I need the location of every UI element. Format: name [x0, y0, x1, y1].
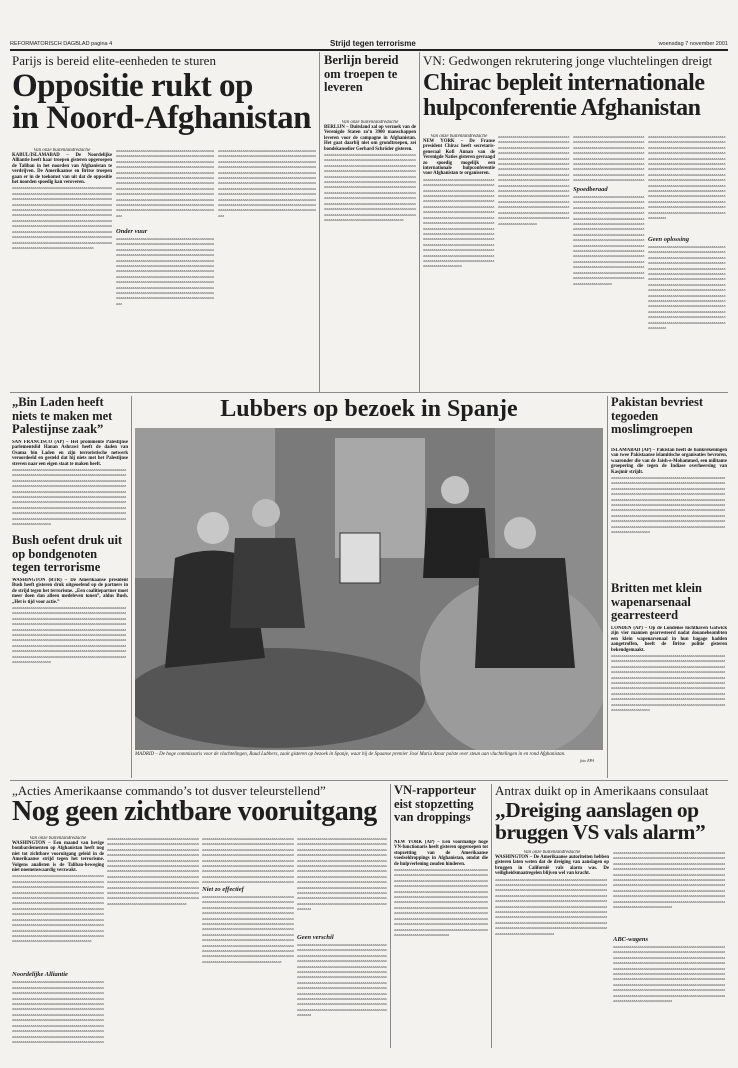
paper-name: REFORMATORISCH DAGBLAD: [10, 41, 90, 47]
body-text: aaaaaaaaaaaaaaaaaaaaaaaaaaaaaaaaaaaaaaaaaaaaaaaaaaaaaaaaaaaaaaaaaaaaaaaaaaaaaaaaaaaaaaaaaaaaaaaaaaaaaaaaaaaaaaaaaaaaaaaaaaaaaaaaaaaaaaaaaaaaaaaaaaaaaaaaaaaaaaaaaaaaaaaaaaaaaaaaaaaaaaaaaaaaaaaaaaaaaaaaaaaaaaaaaaaaaaaaaaaaaaaaaaaaaaaaaaaaaaaaaaaaaaaaaaaaaaaaaaaaaaaaaaaaaaaaaaaaaaaaaaaaaaaaaaaaaaaaaaaaaaaaaaaaaaaaaaaaaaaaaaaaaaaaaaaaaaaaaaaaaaaaaaaaaaaaaaaaaaaaaaaaaaaaaaaaaaaaaaaaaaaaaaaaaaaaaaaaaaaaaaaaaaaaaaaaaaaaaaaaaaaaaaaaaaaaaaaaaaaaaaaaaaaaaaaaaaaaaaaaaaaaaaaaaaaaaaaaaaaaaaaaaaaaaaaaaaaaaaaaaaaaaaaaaaaaaaaaaaaaaaaaaaaaaaaaaaaaaaaaaaaaaaaaaaaaaaaaaaaaaaaaaaaaaaaaaaaaaaa: [202, 894, 294, 964]
headline-dreiging-1: „Dreiging aanslagen op: [495, 798, 699, 822]
headline-britten: Britten met klein wapenarsenaal gearresteerd: [611, 581, 702, 622]
headline-vooruitgang: Nog geen zichtbare vooruitgang: [12, 796, 377, 827]
body-text: aaaaaaaaaaaaaaaaaaaaaaaaaaaaaaaaaaaaaaaaaaaaaaaaaaaaaaaaaaaaaaaaaaaaaaaaaaaaaaaaaaaaaaaaaaaaaaaaaaaaaaaaaaaaaaaaaaaaaaaaaaaaaaaaaaaaaaaaaaaaaaaaaaaaaaaaaaaaaaaaaaaaaaaaaaaaaaaaaaaaaaaaaaaaaaaaaaaaaaaaaaaaaaaaaaaaaaaaaaaaaaaaaaaaaaaaaaaaaaaaaaaaaaaaaaaaaaaaaaaaaaaaaaaaaaaaaaaaaaaaaaaaaaaaaaaaaaaaaaaaaaaaaaaaaaaaaaaaaaaaaaaaaaaaaaaaaaaaaaaaaaaaaaaaaaaaaaaaaaaaaaaaaaaaaaaaaaaaaaaaaaaaaaaaaaaaaaaaaaaaaaaaaaaaaaaaaaaaaaaaaaaaaaaaaaaaaaaaaaaaaaaaaaaaaaaaaaaaaaaaaaaaaaaaaaaaaaaaaaaaaaaaaaaaaaaaaaaaaaaaaaaaaaaaaaaaaaaaaaaaaaaaaaaaaaaaaaaaaaaaaaaaaaaaaaaaaaaaaaaaaaaaaaaaaaaaaaaaaaa: [611, 653, 726, 713]
headline-bush: Bush oefent druk uit op bondgenoten tegen terrorisme: [12, 533, 123, 574]
headline-pakistan: Pakistan bevriest tegoeden moslimgroepen: [611, 395, 704, 436]
body-text: aaaaaaaaaaaaaaaaaaaaaaaaaaaaaaaaaaaaaaaaaaaaaaaaaaaaaaaaaaaaaaaaaaaaaaaaaaaaaaaaaaaaaaaaaaaaaaaaaaaaaaaaaaaaaaaaaaaaaaaaaaaaaaaaaaaaaaaaaaaaaaaaaaaaaaaaaaaaaaaaaaaaaaaaaaaaaaaaaaaaaaaaaaaaaaaaaaaaaaaaaaaaaaaaaaaaaaaaaaaaaaaaaaaaaaaaaaaaaaaaaaaaaaaaaaaaaaaaaaaaaaaaaaaaaaaaaaaaaaaaaaaaaaaaaaaaaaaaaaaaaaaaaaaaaaaaaaaaaaaaaaaaaaaaaaaaaaaaaaaaaaaaaaaaaaaaaaaaaaaaaaaaaaaaaaaaaaaaaaaaaaaaaaaaaaaaaaaaaaaaaaaaaaaaaaaaaaaaaaaaaaaaaaaaaaaaaaaaaaaaaaaaaaaaaaaaaaaaaaaaaaaaaaaaaaaaaaaaaaaaaaaaaaaaaaaaaaaaaaaaaaaaaaaaaaaaaaaaaaaaaaaaaaaaaaaaaaaaaaaaaaaaaaaaaaaaaaaaaaaaaaaaaaaaaaaaaaaaaaa: [218, 148, 316, 218]
body-text: aaaaaaaaaaaaaaaaaaaaaaaaaaaaaaaaaaaaaaaaaaaaaaaaaaaaaaaaaaaaaaaaaaaaaaaaaaaaaaaaaaaaaaaaaaaaaaaaaaaaaaaaaaaaaaaaaaaaaaaaaaaaaaaaaaaaaaaaaaaaaaaaaaaaaaaaaaaaaaaaaaaaaaaaaaaaaaaaaaaaaaaaaaaaaaaaaaaaaaaaaaaaaaaaaaaaaaaaaaaaaaaaaaaaaaaaaaaaaaaaaaaaaaaaaaaaaaaaaaaaaaaaaaaaaaaaaaaaaaaaaaaaaaaaaaaaaaaaaaaaaaaaaaaaaaaaaaaaaaaaaaaaaaaaaaaaaaaaaaaaaaaaaaaaaaaaaaaaaaaaaaaaaaaaaaaaaaaaaaaaaaaaaaaaaaaaaaaaaaaaaaaaaaaaaaaaaaaaaaaaaaaaaaaaaaaaaaaaaaaaaaaaaaaaaaaaaaaaaaaaaaaaaaaaaaaaaaaaaaaaaaaaaaaaaaaaaaaaaaaaaaaaaaaaaaaaaaaaaaaaaaaaaaaaaaaaaaaaaaaaaaaaaaaaaaaaaaaaaaaaaaaaaaaaaaaaaaaaaaa: [324, 152, 416, 222]
body-text: aaaaaaaaaaaaaaaaaaaaaaaaaaaaaaaaaaaaaaaaaaaaaaaaaaaaaaaaaaaaaaaaaaaaaaaaaaaaaaaaaaaaaaaaaaaaaaaaaaaaaaaaaaaaaaaaaaaaaaaaaaaaaaaaaaaaaaaaaaaaaaaaaaaaaaaaaaaaaaaaaaaaaaaaaaaaaaaaaaaaaaaaaaaaaaaaaaaaaaaaaaaaaaaaaaaaaaaaaaaaaaaaaaaaaaaaaaaaaaaaaaaaaaaaaaaaaaaaaaaaaaaaaaaaaaaaaaaaaaaaaaaaaaaaaaaaaaaaaaaaaaaaaaaaaaaaaaaaaaaaaaaaaaaaaaaaaaaaaaaaaaaaaaaaaaaaaaaaaaaaaaaaaaaaaaaaaaaaaaaaaaaaaaaaaaaaaaaaaaaaaaaaaaaaaaaaaaaaaaaaaaaaaaaaaaaaaaaaaaaaaaaaaaaaaaaaaaaaaaaaaaaaaaaaaaaaaaaaaaaaaaaaaaaaaaaaaaaaaaaaaaaaaaaaaaaaaaaaaaaaaaaaaaaaaaaaaaaaaaaaaaaaaaaaaaaaaaaaaaaaaaaaaaaaaaaaaaaaaaa: [648, 244, 726, 331]
headline-chirac-1: Chirac bepleit internationale: [423, 70, 705, 96]
body-text: aaaaaaaaaaaaaaaaaaaaaaaaaaaaaaaaaaaaaaaaaaaaaaaaaaaaaaaaaaaaaaaaaaaaaaaaaaaaaaaaaaaaaaaaaaaaaaaaaaaaaaaaaaaaaaaaaaaaaaaaaaaaaaaaaaaaaaaaaaaaaaaaaaaaaaaaaaaaaaaaaaaaaaaaaaaaaaaaaaaaaaaaaaaaaaaaaaaaaaaaaaaaaaaaaaaaaaaaaaaaaaaaaaaaaaaaaaaaaaaaaaaaaaaaaaaaaaaaaaaaaaaaaaaaaaaaaaaaaaaaaaaaaaaaaaaaaaaaaaaaaaaaaaaaaaaaaaaaaaaaaaaaaaaaaaaaaaaaaaaaaaaaaaaaaaaaaaaaaaaaaaaaaaaaaaaaaaaaaaaaaaaaaaaaaaaaaaaaaaaaaaaaaaaaaaaaaaaaaaaaaaaaaaaaaaaaaaaaaaaaaaaaaaaaaaaaaaaaaaaaaaaaaaaaaaaaaaaaaaaaaaaaaaaaaaaaaaaaaaaaaaaaaaaaaaaaaaaaaaaaaaaaaaaaaaaaaaaaaaaaaaaaaaaaaaaaaaaaaaaaaaaaaaaaaaaaaaaaaaa: [498, 134, 570, 226]
body-text: aaaaaaaaaaaaaaaaaaaaaaaaaaaaaaaaaaaaaaaaaaaaaaaaaaaaaaaaaaaaaaaaaaaaaaaaaaaaaaaaaaaaaaaaaaaaaaaaaaaaaaaaaaaaaaaaaaaaaaaaaaaaaaaaaaaaaaaaaaaaaaaaaaaaaaaaaaaaaaaaaaaaaaaaaaaaaaaaaaaaaaaaaaaaaaaaaaaaaaaaaaaaaaaaaaaaaaaaaaaaaaaaaaaaaaaaaaaaaaaaaaaaaaaaaaaaaaaaaaaaaaaaaaaaaaaaaaaaaaaaaaaaaaaaaaaaaaaaaaaaaaaaaaaaaaaaaaaaaaaaaaaaaaaaaaaaaaaaaaaaaaaaaaaaaaaaaaaaaaaaaaaaaaaaaaaaaaaaaaaaaaaaaaaaaaaaaaaaaaaaaaaaaaaaaaaaaaaaaaaaaaaaaaaaaaaaaaaaaaaaaaaaaaaaaaaaaaaaaaaaaaaaaaaaaaaaaaaaaaaaaaaaaaaaaaaaaaaaaaaaaaaaaaaaaaaaaaaaaaaaaaaaaaaaaaaaaaaaaaaaaaaaaaaaaaaaaaaaaaaaaaaaaaaaaaaaaaaaaaa: [12, 605, 127, 665]
body-text: aaaaaaaaaaaaaaaaaaaaaaaaaaaaaaaaaaaaaaaaaaaaaaaaaaaaaaaaaaaaaaaaaaaaaaaaaaaaaaaaaaaaaaaaaaaaaaaaaaaaaaaaaaaaaaaaaaaaaaaaaaaaaaaaaaaaaaaaaaaaaaaaaaaaaaaaaaaaaaaaaaaaaaaaaaaaaaaaaaaaaaaaaaaaaaaaaaaaaaaaaaaaaaaaaaaaaaaaaaaaaaaaaaaaaaaaaaaaaaaaaaaaaaaaaaaaaaaaaaaaaaaaaaaaaaaaaaaaaaaaaaaaaaaaaaaaaaaaaaaaaaaaaaaaaaaaaaaaaaaaaaaaaaaaaaaaaaaaaaaaaaaaaaaaaaaaaaaaaaaaaaaaaaaaaaaaaaaaaaaaaaaaaaaaaaaaaaaaaaaaaaaaaaaaaaaaaaaaaaaaaaaaaaaaaaaaaaaaaaaaaaaaaaaaaaaaaaaaaaaaaaaaaaaaaaaaaaaaaaaaaaaaaaaaaaaaaaaaaaaaaaaaaaaaaaaaaaaaaaaaaaaaaaaaaaaaaaaaaaaaaaaaaaaaaaaaaaaaaaaaaaaaaaaaaaaaaaaaaaa: [297, 942, 387, 1018]
subhead-abc-wagens: ABC-wagens: [613, 936, 649, 943]
lead-paragraph: KABUL/ISLAMABAD – De Noordelijke Alliantie heeft haar troepen gisteren opgeroepen de Taliban in het noorden van Afghanistan te verdrijven. De Amerikaanse en Britse troepen gaan er in de toekomst van uit dat de oppositie het noorden spoedig kan veroveren.: [12, 153, 112, 186]
newspaper-page: [10, 40, 728, 1050]
oppositie-col-3: [218, 148, 316, 388]
body-text: aaaaaaaaaaaaaaaaaaaaaaaaaaaaaaaaaaaaaaaaaaaaaaaaaaaaaaaaaaaaaaaaaaaaaaaaaaaaaaaaaaaaaaaaaaaaaaaaaaaaaaaaaaaaaaaaaaaaaaaaaaaaaaaaaaaaaaaaaaaaaaaaaaaaaaaaaaaaaaaaaaaaaaaaaaaaaaaaaaaaaaaaaaaaaaaaaaaaaaaaaaaaaaaaaaaaaaaaaaaaaaaaaaaaaaaaaaaaaaaaaaaaaaaaaaaaaaaaaaaaaaaaaaaaaaaaaaaaaaaaaaaaaaaaaaaaaaaaaaaaaaaaaaaaaaaaaaaaaaaaaaaaaaaaaaaaaaaaaaaaaaaaaaaaaaaaaaaaaaaaaaaaaaaaaaaaaaaaaaaaaaaaaaaaaaaaaaaaaaaaaaaaaaaaaaaaaaaaaaaaaaaaaaaaaaaaaaaaaaaaaaaaaaaaaaaaaaaaaaaaaaaaaaaaaaaaaaaaaaaaaaaaaaaaaaaaaaaaaaaaaaaaaaaaaaaaaaaaaaaaaaaaaaaaaaaaaaaaaaaaaaaaaaaaaaaaaaaaaaaaaaaaaaaaaaaaaaaaaaa: [297, 836, 387, 912]
subhead-geen-verschil: Geen verschil: [297, 934, 334, 941]
lead-paragraph: BERLIJN – Duitsland zal op verzoek van de Verenigde Staten zo’n 3900 manschappen leveren voor de campagne in Afghanistan. Het gaat daarbij niet om grondtroepen, zei bondskanselier Gerhard Schröder gisteren.: [324, 125, 416, 152]
header-paper: [10, 41, 112, 47]
oppositie-col-2: [116, 148, 214, 388]
chirac-col-2: [498, 134, 570, 360]
commandos-col-4: [297, 836, 387, 1046]
lead-paragraph: WASHINGTON (RTR) – De Amerikaanse president Bush heeft gisteren druk uitgeoefend op de partners in de strijd tegen het terrorisme. „Een coalitiepartner moet meer doen dan alleen medeleven tonen”, aldus Bush. „Het is tijd voor actie.”: [12, 578, 128, 605]
body-text: aaaaaaaaaaaaaaaaaaaaaaaaaaaaaaaaaaaaaaaaaaaaaaaaaaaaaaaaaaaaaaaaaaaaaaaaaaaaaaaaaaaaaaaaaaaaaaaaaaaaaaaaaaaaaaaaaaaaaaaaaaaaaaaaaaaaaaaaaaaaaaaaaaaaaaaaaaaaaaaaaaaaaaaaaaaaaaaaaaaaaaaaaaaaaaaaaaaaaaaaaaaaaaaaaaaaaaaaaaaaaaaaaaaaaaaaaaaaaaaaaaaaaaaaaaaaaaaaaaaaaaaaaaaaaaaaaaaaaaaaaaaaaaaaaaaaaaaaaaaaaaaaaaaaaaaaaaaaaaaaaaaaaaaaaaaaaaaaaaaaaaaaaaaaaaaaaaaaaaaaaaaaaaaaaaaaaaaaaaaaaaaaaaaaaaaaaaaaaaaaaaaaaaaaaaaaaaaaaaaaaaaaaaaaaaaaaaaaaaaaaaaaaaaaaaaaaaaaaaaaaaaaaaaaaaaaaaaaaaaaaaaaaaaaaaaaaaaaaaaaaaaaaaaaaaaaaaaaaaaaaaaaaaaaaaaaaaaaaaaaaaaaaaaaaaaaaaaaaaaaaaaaaaaaaaaaaaaaaaa: [611, 475, 726, 535]
body-text: aaaaaaaaaaaaaaaaaaaaaaaaaaaaaaaaaaaaaaaaaaaaaaaaaaaaaaaaaaaaaaaaaaaaaaaaaaaaaaaaaaaaaaaaaaaaaaaaaaaaaaaaaaaaaaaaaaaaaaaaaaaaaaaaaaaaaaaaaaaaaaaaaaaaaaaaaaaaaaaaaaaaaaaaaaaaaaaaaaaaaaaaaaaaaaaaaaaaaaaaaaaaaaaaaaaaaaaaaaaaaaaaaaaaaaaaaaaaaaaaaaaaaaaaaaaaaaaaaaaaaaaaaaaaaaaaaaaaaaaaaaaaaaaaaaaaaaaaaaaaaaaaaaaaaaaaaaaaaaaaaaaaaaaaaaaaaaaaaaaaaaaaaaaaaaaaaaaaaaaaaaaaaaaaaaaaaaaaaaaaaaaaaaaaaaaaaaaaaaaaaaaaaaaaaaaaaaaaaaaaaaaaaaaaaaaaaaaaaaaaaaaaaaaaaaaaaaaaaaaaaaaaaaaaaaaaaaaaaaaaaaaaaaaaaaaaaaaaaaaaaaaaaaaaaaaaaaaaaaaaaaaaaaaaaaaaaaaaaaaaaaaaaaaaaaaaaaaaaaaaaaaaaaaaaaaaaaaaaaa: [116, 148, 214, 218]
bin-laden-col: [12, 440, 128, 532]
byline: Van onze buitenlandredactie: [523, 850, 581, 855]
body-text: aaaaaaaaaaaaaaaaaaaaaaaaaaaaaaaaaaaaaaaaaaaaaaaaaaaaaaaaaaaaaaaaaaaaaaaaaaaaaaaaaaaaaaaaaaaaaaaaaaaaaaaaaaaaaaaaaaaaaaaaaaaaaaaaaaaaaaaaaaaaaaaaaaaaaaaaaaaaaaaaaaaaaaaaaaaaaaaaaaaaaaaaaaaaaaaaaaaaaaaaaaaaaaaaaaaaaaaaaaaaaaaaaaaaaaaaaaaaaaaaaaaaaaaaaaaaaaaaaaaaaaaaaaaaaaaaaaaaaaaaaaaaaaaaaaaaaaaaaaaaaaaaaaaaaaaaaaaaaaaaaaaaaaaaaaaaaaaaaaaaaaaaaaaaaaaaaaaaaaaaaaaaaaaaaaaaaaaaaaaaaaaaaaaaaaaaaaaaaaaaaaaaaaaaaaaaaaaaaaaaaaaaaaaaaaaaaaaaaaaaaaaaaaaaaaaaaaaaaaaaaaaaaaaaaaaaaaaaaaaaaaaaaaaaaaaaaaaaaaaaaaaaaaaaaaaaaaaaaaaaaaaaaaaaaaaaaaaaaaaaaaaaaaaaaaaaaaaaaaaaaaaaaaaaaaaaaaaaaaa: [12, 873, 104, 944]
page-number: pagina 4: [91, 41, 113, 47]
kicker-commandos: „Acties Amerikaanse commando’s tot dusver teleurstellend”: [12, 783, 326, 798]
vn-rapporteur-col: [394, 840, 488, 1046]
body-text: aaaaaaaaaaaaaaaaaaaaaaaaaaaaaaaaaaaaaaaaaaaaaaaaaaaaaaaaaaaaaaaaaaaaaaaaaaaaaaaaaaaaaaaaaaaaaaaaaaaaaaaaaaaaaaaaaaaaaaaaaaaaaaaaaaaaaaaaaaaaaaaaaaaaaaaaaaaaaaaaaaaaaaaaaaaaaaaaaaaaaaaaaaaaaaaaaaaaaaaaaaaaaaaaaaaaaaaaaaaaaaaaaaaaaaaaaaaaaaaaaaaaaaaaaaaaaaaaaaaaaaaaaaaaaaaaaaaaaaaaaaaaaaaaaaaaaaaaaaaaaaaaaaaaaaaaaaaaaaaaaaaaaaaaaaaaaaaaaaaaaaaaaaaaaaaaaaaaaaaaaaaaaaaaaaaaaaaaaaaaaaaaaaaaaaaaaaaaaaaaaaaaaaaaaaaaaaaaaaaaaaaaaaaaaaaaaaaaaaaaaaaaaaaaaaaaaaaaaaaaaaaaaaaaaaaaaaaaaaaaaaaaaaaaaaaaaaaaaaaaaaaaaaaaaaaaaaaaaaaaaaaaaaaaaaaaaaaaaaaaaaaaaaaaaaaaaaaaaaaaaaaaaaaaaaaaaaaaaaa: [394, 867, 488, 937]
chirac-col-4: [648, 134, 726, 360]
lead-paragraph: WASHINGTON – Een maand van hevige bombardementen op Afghanistan heeft nog niet tot zichtbare vooruitgang geleid in de Amerikaanse strijd tegen het terrorisme. Volgens analisten is de Taliban-beweging niet noemenswaardig verzwakt.: [12, 841, 104, 874]
kicker-antrax: Antrax duikt op in Amerikaans consulaat: [495, 783, 709, 798]
body-text: aaaaaaaaaaaaaaaaaaaaaaaaaaaaaaaaaaaaaaaaaaaaaaaaaaaaaaaaaaaaaaaaaaaaaaaaaaaaaaaaaaaaaaaaaaaaaaaaaaaaaaaaaaaaaaaaaaaaaaaaaaaaaaaaaaaaaaaaaaaaaaaaaaaaaaaaaaaaaaaaaaaaaaaaaaaaaaaaaaaaaaaaaaaaaaaaaaaaaaaaaaaaaaaaaaaaaaaaaaaaaaaaaaaaaaaaaaaaaaaaaaaaaaaaaaaaaaaaaaaaaaaaaaaaaaaaaaaaaaaaaaaaaaaaaaaaaaaaaaaaaaaaaaaaaaaaaaaaaaaaaaaaaaaaaaaaaaaaaaaaaaaaaaaaaaaaaaaaaaaaaaaaaaaaaaaaaaaaaaaaaaaaaaaaaaaaaaaaaaaaaaaaaaaaaaaaaaaaaaaaaaaaaaaaaaaaaaaaaaaaaaaaaaaaaaaaaaaaaaaaaaaaaaaaaaaaaaaaaaaaaaaaaaaaaaaaaaaaaaaaaaaaaaaaaaaaaaaaaaaaaaaaaaaaaaaaaaaaaaaaaaaaaaaaaaaaaaaaaaaaaaaaaaaaaaaaaaaaaaa: [648, 134, 726, 221]
body-text: aaaaaaaaaaaaaaaaaaaaaaaaaaaaaaaaaaaaaaaaaaaaaaaaaaaaaaaaaaaaaaaaaaaaaaaaaaaaaaaaaaaaaaaaaaaaaaaaaaaaaaaaaaaaaaaaaaaaaaaaaaaaaaaaaaaaaaaaaaaaaaaaaaaaaaaaaaaaaaaaaaaaaaaaaaaaaaaaaaaaaaaaaaaaaaaaaaaaaaaaaaaaaaaaaaaaaaaaaaaaaaaaaaaaaaaaaaaaaaaaaaaaaaaaaaaaaaaaaaaaaaaaaaaaaaaaaaaaaaaaaaaaaaaaaaaaaaaaaaaaaaaaaaaaaaaaaaaaaaaaaaaaaaaaaaaaaaaaaaaaaaaaaaaaaaaaaaaaaaaaaaaaaaaaaaaaaaaaaaaaaaaaaaaaaaaaaaaaaaaaaaaaaaaaaaaaaaaaaaaaaaaaaaaaaaaaaaaaaaaaaaaaaaaaaaaaaaaaaaaaaaaaaaaaaaaaaaaaaaaaaaaaaaaaaaaaaaaaaaaaaaaaaaaaaaaaaaaaaaaaaaaaaaaaaaaaaaaaaaaaaaaaaaaaaaaaaaaaaaaaaaaaaaaaaaaaaaaaaaa: [495, 876, 608, 936]
photo-credit: foto EPA: [580, 758, 595, 763]
body-text: aaaaaaaaaaaaaaaaaaaaaaaaaaaaaaaaaaaaaaaaaaaaaaaaaaaaaaaaaaaaaaaaaaaaaaaaaaaaaaaaaaaaaaaaaaaaaaaaaaaaaaaaaaaaaaaaaaaaaaaaaaaaaaaaaaaaaaaaaaaaaaaaaaaaaaaaaaaaaaaaaaaaaaaaaaaaaaaaaaaaaaaaaaaaaaaaaaaaaaaaaaaaaaaaaaaaaaaaaaaaaaaaaaaaaaaaaaaaaaaaaaaaaaaaaaaaaaaaaaaaaaaaaaaaaaaaaaaaaaaaaaaaaaaaaaaaaaaaaaaaaaaaaaaaaaaaaaaaaaaaaaaaaaaaaaaaaaaaaaaaaaaaaaaaaaaaaaaaaaaaaaaaaaaaaaaaaaaaaaaaaaaaaaaaaaaaaaaaaaaaaaaaaaaaaaaaaaaaaaaaaaaaaaaaaaaaaaaaaaaaaaaaaaaaaaaaaaaaaaaaaaaaaaaaaaaaaaaaaaaaaaaaaaaaaaaaaaaaaaaaaaaaaaaaaaaaaaaaaaaaaaaaaaaaaaaaaaaaaaaaaaaaaaaaaaaaaaaaaaaaaaaaaaaaaaaaaaaaaaa: [613, 944, 726, 1004]
photo-caption: MADRID – De hoge commissaris voor de vluchtelingen, Ruud Lubbers, zaait gisteren op bezoek in Spanje, waar hij de Spaanse premier José María Aznar polste over steun aan vluchtelingen in en rond Afghanistan.: [135, 752, 566, 757]
photo-illustration: [135, 428, 603, 750]
body-text: aaaaaaaaaaaaaaaaaaaaaaaaaaaaaaaaaaaaaaaaaaaaaaaaaaaaaaaaaaaaaaaaaaaaaaaaaaaaaaaaaaaaaaaaaaaaaaaaaaaaaaaaaaaaaaaaaaaaaaaaaaaaaaaaaaaaaaaaaaaaaaaaaaaaaaaaaaaaaaaaaaaaaaaaaaaaaaaaaaaaaaaaaaaaaaaaaaaaaaaaaaaaaaaaaaaaaaaaaaaaaaaaaaaaaaaaaaaaaaaaaaaaaaaaaaaaaaaaaaaaaaaaaaaaaaaaaaaaaaaaaaaaaaaaaaaaaaaaaaaaaaaaaaaaaaaaaaa: [573, 134, 645, 183]
body-text: aaaaaaaaaaaaaaaaaaaaaaaaaaaaaaaaaaaaaaaaaaaaaaaaaaaaaaaaaaaaaaaaaaaaaaaaaaaaaaaaaaaaaaaaaaaaaaaaaaaaaaaaaaaaaaaaaaaaaaaaaaaaaaaaaaaaaaaaaaaaaaaaaaaaaaaaaaaaaaaaaaaaaaaaaaaaaaaaaaaaaaaaaaaaaaaaaaaaaaaaaaaaaaaaaaaaaaaaaaaaaaaaaaaaaaaaaaaaaaaaaaaaaaaaaaaaaaaaaaaaaaaaaaaaaaaaaaaaaaaaaaaaaaaaaaaaaaaaaaaaaaaaaaaaaaaaaaaaaaaaaaaaaaaaaaaaaaaaaaaaaaaaaaaaaaaaaaaaaaaaaaaaaaaaaaaaaaaaaaaaaaaaaaaaaaaaaaaaaaaaaaaaaaaaaaaaaaaaaaaaaaaaaaaaaaaaaaaaaaaaaaaaaaaaaaaaaaaaaaaaaaaaaaaaaaaaaaaaaaaaaaaaaaaaaaaaaaaaaaaaaaaaaaaaaaaaaaaaaaaaaaaaaaaaaaaaaaaaaaaaaaaaaaaaaaaaaaaaaaaaaaaaaaaaaaaaaaaaaaa: [107, 836, 199, 906]
lead-paragraph: SAN FRANCISCO (AP) – Het prominente Palestijnse parlementslid Hanan Ashrawi heeft de daden van Osama bin Laden en zijn terroristische netwerk veroordeeld en gesteld dat hij niets met het Palestijnse streven naar een eigen staat te maken heeft.: [12, 440, 128, 467]
commandos-col-1: [12, 836, 104, 1046]
headline-chirac-2: hulpconferentie Afghanistan: [423, 95, 701, 121]
pakistan-col: [611, 448, 727, 578]
kicker-parijs: Parijs is bereid elite-eenheden te sturen: [12, 53, 216, 68]
byline: Van onze buitenlandredactie: [341, 120, 399, 125]
lead-paragraph: LONDEN (AP) – Op de Londense luchthaven Gatwick zijn vier mannen gearresteerd nadat douanebeambten een klein wapenarsenaal in hun bagage hadden aangetroffen, heeft de Britse politie gisteren bekendgemaakt.: [611, 626, 727, 653]
lead-paragraph: ISLAMABAD (AP) – Pakistan heeft de bankrekeningen van twee Pakistaanse islamitische organisaties bevroren, waaronder die van de Jaish-e-Mohammed, een militante groepering die tegen de Indiase overheersing van Kasjmir strijdt.: [611, 448, 727, 475]
subhead-noordelijke-alliantie: Noordelijke Alliantie: [12, 971, 68, 979]
bush-col: [12, 578, 128, 776]
body-text: aaaaaaaaaaaaaaaaaaaaaaaaaaaaaaaaaaaaaaaaaaaaaaaaaaaaaaaaaaaaaaaaaaaaaaaaaaaaaaaaaaaaaaaaaaaaaaaaaaaaaaaaaaaaaaaaaaaaaaaaaaaaaaaaaaaaaaaaaaaaaaaaaaaaaaaaaaaaaaaaaaaaaaaaaaaaaaaaaaaaaaaaaaaaaaaaaaaaaaaaaaaaaaaaaaaaaaaaaaaaaaaaaaaaaaaaaaaaaaaaaaaaaaaaaaaaaaaaaaaaaaaaaaaaaaaaaaaaaaaaaaaaaaaaaaaaaaaaaaaaaaaaaaaaaaaaaaaaaaaaaaaaaaaaaaaaaaaaaaaaaaaaaaaaaaaaaaaaaaaaaaaaaaaaaaaaaaaaaaaaaaaaaaaaaaaaaaaaaaaaaaaaaaaaaaaaaaaaaaaaaaaaaaaaaaaaaaaaaaaaaaaaaaaaaaaaaaaaaaaaaaaaaaaaaaaaaaaaaaaaaaaaaaaaaaaaaaaaaaaaaaaaaaaaaaaaaaaaaaaaaaaaaaaaaaaaaaaaaaaa: [12, 979, 104, 1044]
headline-oppositie-2: in Noord-Afghanistan: [12, 100, 311, 136]
commandos-col-3: [202, 836, 294, 1046]
lead-paragraph: NEW YORK (AP) – Een voormalige hoge VN-functionaris heeft gisteren opgeroepen tot stopzetting van de Amerikaanse voedseldroppings in Afghanistan, omdat die de hulpverlening zouden hinderen.: [394, 840, 488, 867]
headline-dreiging-2: bruggen VS vals alarm”: [495, 820, 706, 844]
lead-paragraph: WASHINGTON – De Amerikaanse autoriteiten hebben gisteren laten weten dat de dreiging van aanslagen op bruggen in Californië vals alarm was. De veiligheidsmaatregelen blijven wel van kracht.: [495, 855, 609, 877]
subhead-geen-oplossing: Geen oplossing: [648, 236, 689, 243]
subhead-spoedberaad: Spoedberaad: [573, 186, 608, 193]
headline-lubbers: Lubbers op bezoek in Spanje: [220, 396, 518, 422]
headline-oppositie-1: Oppositie rukt op: [12, 68, 253, 104]
lubbers-photo: [135, 428, 603, 750]
body-text: aaaaaaaaaaaaaaaaaaaaaaaaaaaaaaaaaaaaaaaaaaaaaaaaaaaaaaaaaaaaaaaaaaaaaaaaaaaaaaaaaaaaaaaaaaaaaaaaaaaaaaaaaaaaaaaaaaaaaaaaaaaaaaaaaaaaaaaaaaaaaaaaaaaaaaaaaaaaaaaaaaaaaaaaaaaaaaaaaaaaaaaaaaaaaaaaaaaaaaaaaaaaaaaaaaaaaaaaaaaaaaaaaaaaaaaaaaaaaaaaaaaaaaaaaaaaaaaaaaaaaaaaaaaaaaaaaaaaaaaaaaaaaaaaaaaaaaaaaaaaaaaaaaaaaaaaaaaaaaaaaaaaaaaaaaaaaaaaaaaaaaaaaaaaaaaaaaaaaaaaaaaaaaaaaaaaaaaaaaaaaaaaaaaaaaaaaaaaaaaaaaaaaaaaaaaaaaaaaaaaaaaaaaaaaaaaaaaaaaaaaaaaaaaaaaaaaaaaaaaaaaaaaaaaaaaaaaaaaaaaaaaaaaaaaaaaaaaaaaaaaaaaaaaaaaaaaaaaaaaaaaaaaaaaaaaaaaaaaaaaaaaaaaaaaaaaaaaaaaaaaaaaaaaaaaaaaaaaaaa: [613, 850, 726, 910]
chirac-col-3: [573, 134, 645, 360]
berlijn-col: [324, 120, 416, 388]
headline-vn-rapporteur: VN-rapporteur eist stopzetting van droppings: [394, 783, 476, 824]
subhead-onder-vuur: Onder vuur: [116, 228, 148, 235]
body-text: aaaaaaaaaaaaaaaaaaaaaaaaaaaaaaaaaaaaaaaaaaaaaaaaaaaaaaaaaaaaaaaaaaaaaaaaaaaaaaaaaaaaaaaaaaaaaaaaaaaaaaaaaaaaaaaaaaaaaaaaaaaaaaaaaaaaaaaaaaaaaaaaaaaaaaaaaaaaaaaaaaaaaaaaaaaaaaaaaaaaaaaaaaaaaaaaaaaaaaaaaaaaaaaaaaaaaaaaaaaaaaaaaaaaaaaaaaaaaaaaaaaaaaaaaaaaaaaaaaaaaaaaaaaaaaaaaaaaaaaaaaaaaaaaaaaaaaaaaaaaaaaaaaaaaaaaaaaaaaaaaaaaaaaaaaaaaaaaaaaaaaaaaaaaaaaaaaaaaaaaaaaaaaaaaaaaaaaaaaaaaaaaaaaaaaaaaaaaaaaaaaaaaaaaaaaaaaaaaaaaaaaaaaaaaaaaaaaaaaaaaaaaaaaaaaaaaaaaaaaaaaaaaaaaaaaaaaaaaaaaaaaaaaaaaaaaaaaaaaaaaaaaaaaaaaaaaaaaaaaaaaaaaaaaaaaaaaaaaaaaaaaaaaaaaaaaaaaaaaaaaaaaaaaaaaaaaaaaaaa: [12, 185, 112, 250]
subhead-niet-zo-effectief: Niet zo effectief: [202, 886, 244, 893]
antrax-col-1: [495, 850, 609, 1046]
section-title: Strijd tegen terrorisme: [330, 39, 416, 48]
kicker-vn: VN: Gedwongen rekrutering jonge vluchtelingen dreigt: [423, 53, 713, 68]
body-text: aaaaaaaaaaaaaaaaaaaaaaaaaaaaaaaaaaaaaaaaaaaaaaaaaaaaaaaaaaaaaaaaaaaaaaaaaaaaaaaaaaaaaaaaaaaaaaaaaaaaaaaaaaaaaaaaaaaaaaaaaaaaaaaaaaaaaaaaaaaaaaaaaaaaaaaaaaaaaaaaaaaaaaaaaaaaaaaaaaaaaaaaaaaaaaaaaaaaaaaaaaaaaaaaaaaaaaaaaaaaaaaaaaaaaaaaaaaaaaaaaaaaaaaaaaaaaaaaaaaaaaaaaaaaaaaaaaaaaaaaaaaaaaaaaaaaaaaaaaaaaaaaaaaaaaaaaaaaaaaaaaaaaaaaaaaaaaaaaaaaaaaaaaaaaaaaaaaaaaaaaaaaaaaaaaaaaaaaaaaaaaaaaaaaaaaaaaaaaaaaaaaaaaaaaaaaaaaaaaaaaaaaaaaaaaaaaaaaaaaaaaaaaaaaaaaaaaaaaaaaaaaaaaaaaaaaaaaaaaaaaaaaaaaaaaaaaaaaaaaaaaaaaaaaaaaaaaaaaaaaaaaaaaaaaaaaaaaaaaaaaaaaaaaaaaaaaaaaaaaaaaaaaaaaaaaaaaaaaaa: [12, 467, 127, 527]
oppositie-col-1: [12, 148, 112, 388]
byline: Van onze buitenlandredactie: [33, 148, 91, 153]
body-text: aaaaaaaaaaaaaaaaaaaaaaaaaaaaaaaaaaaaaaaaaaaaaaaaaaaaaaaaaaaaaaaaaaaaaaaaaaaaaaaaaaaaaaaaaaaaaaaaaaaaaaaaaaaaaaaaaaaaaaaaaaaaaaaaaaaaaaaaaaaaaaaaaaaaaaaaaaaaaaaaaaaaaaaaaaaaaaaaaaaaaaaaaaaaaaaaaaaaaaaaaaaaaaaaaaaaaaaaaaaaaaaaaaaaaaaaaaaaaaaaaaaaaaaaaaaaaaaaaaaaaaaaaaaaaaaaaaaaaaaaaaaaaaaaaaaaaaaaaaaaaaaaaaaaaaaaaaaaaaaaaaaaaaaaaaaaaaaaaaaaaaaaaaaaaaaaaaaaaaaaaaaaaaaaaaaaaaaaaaaaaaaaaaaaaaaaaaaaaaaaaaaaaaaaaaaaaaaaaaaaaaaaaaaaaaaaaaaaaaaaaaaaaaaaaaaaaaaaaaaaaaaaaaaaaaaaaaaaaaaaaaaaaaaaaaaaaaaaaaaaaaaaaaaaaaaaaaaaaaaaaaaaaaaaaaaaaaaaaaaaaaaaaaaaaaaaaaaaaaaaaaaaaaaaaaaaaaaaaaa: [116, 236, 214, 306]
body-text: aaaaaaaaaaaaaaaaaaaaaaaaaaaaaaaaaaaaaaaaaaaaaaaaaaaaaaaaaaaaaaaaaaaaaaaaaaaaaaaaaaaaaaaaaaaaaaaaaaaaaaaaaaaaaaaaaaaaaaaaaaaaaaaaaaaaaaaaaaaaaaaaaaaaaaaaaaaaaaaaaaaaaaaaaaaaaaaaaaaaaaaaaaaaaaaaaaaaaaaaaaaaaaaaaaaaaaaaaaaaaaaaaaaaaaaaaaaaaaaaaaaaaaaaaaaaaaaaaaaaaaaaaaaaaaaaaaaaaaaaaaaaaaaaaaaaaaaaaaaaaaaaaaaaaaaaaaaaaaaaaaaaaaaaaaaaaaaaaaaaaaaaaaaaaaaaaaaaaaaaaaaaaaaaaaaaaaaaaaaaaaaaaaaaaaaaaaaaaaaaaaaaaaaaaaaaaaaaaaaaaaaaaaaaaaaaaaaaaaaaaaaaaaaaaaaaaaaaaaaaaaaaaaaaaaaaaaaaaaaaaaaaaaaaaaaaaaaaaaaaaaaaaaaaaaaaaaaaaaaaaaaaaaaaaaaaaaaaaaaaaaaaaaaaaaaaaaaaaaaaaaaaaaaaaaaaaaaaaaa: [573, 194, 645, 286]
britten-col: [611, 626, 727, 776]
lead-paragraph: NEW YORK – De Franse president Chirac heeft secretaris-generaal Kofi Annan van de Verenigde Naties gisteren gevraagd zo spoedig mogelijk een internationale hulpconferentie voor Afghanistan te organiseren.: [423, 139, 495, 177]
byline: Van onze buitenlandredactie: [29, 836, 87, 841]
antrax-col-2: [613, 850, 727, 1046]
commandos-col-2: [107, 836, 199, 1046]
body-text: aaaaaaaaaaaaaaaaaaaaaaaaaaaaaaaaaaaaaaaaaaaaaaaaaaaaaaaaaaaaaaaaaaaaaaaaaaaaaaaaaaaaaaaaaaaaaaaaaaaaaaaaaaaaaaaaaaaaaaaaaaaaaaaaaaaaaaaaaaaaaaaaaaaaaaaaaaaaaaaaaaaaaaaaaaaaaaaaaaaaaaaaaaaaaaaaaaaaaaaaaaaaaaaaaaaaaaaaaaaaaaaaaaaaaaaaaaaaaaaaaaaaaaaaaaaaaaaaaaaaaaaaaaaaaaaaaaaaaaaaaaaaaaaaaaaaaaaaaaaaaaaaaaaaaaaaaaaaaaaaaaaaaaaaaaaaaaaaaaaaaaaaaaaaaaaaaaaaaaaaaaaaaaaaaaaaaaaaaaaaaaaaaaaaaaaaaaaaaaaaaaaaaaaaaaaaaaaaaaaaaaaaaaaaaaaaaaaaaaaaaaaaaaaaaaaaaaaaaaaaaaaaaaaaaaaaaaaaaaaaaaaaaaaaaaaaaaaaaaaaaaaaaaaaaaaaaaaaaaaaaaaaaaaaaaaaaaaaaaaaaaaaaaaaaaaaaaaaaaaaaaaaaaaaaaaaaaaaaaa: [423, 176, 495, 269]
header-rule: [10, 49, 728, 51]
byline: Van onze buitenlandredactie: [430, 134, 488, 139]
header-date: woensdag 7 november 2001: [658, 41, 728, 47]
chirac-col-1: [423, 134, 495, 360]
headline-berlijn: Berlijn bereid om troepen te leveren: [324, 53, 399, 94]
headline-bin-laden: „Bin Laden heeft niets te maken met Palestijnse zaak”: [12, 395, 113, 436]
body-text: aaaaaaaaaaaaaaaaaaaaaaaaaaaaaaaaaaaaaaaaaaaaaaaaaaaaaaaaaaaaaaaaaaaaaaaaaaaaaaaaaaaaaaaaaaaaaaaaaaaaaaaaaaaaaaaaaaaaaaaaaaaaaaaaaaaaaaaaaaaaaaaaaaaaaaaaaaaaaaaaaaaaaaaaaaaaaaaaaaaaaaaaaaaaaaaaaaaaaaaaaaaaaaaaaaaaaaaaaaaaaaaaaaaaaaaaaaaaaaaaaaaaaaaaaaaaaaaaaaaaaaaaaaaaaaaaaaaaaaaaaaaaaaaaaaaaaaaaaaaaaaaaaaaaaaaaaaaaaaaaaaaaaaaaaaaaaaaaaaaaaaaaaaaaaaaaaaaaaaaaaaaaaaaaaaaaaaaaaaaaaaaaaaaaaaaaaaaaaaaaaaaaa: [202, 836, 294, 884]
